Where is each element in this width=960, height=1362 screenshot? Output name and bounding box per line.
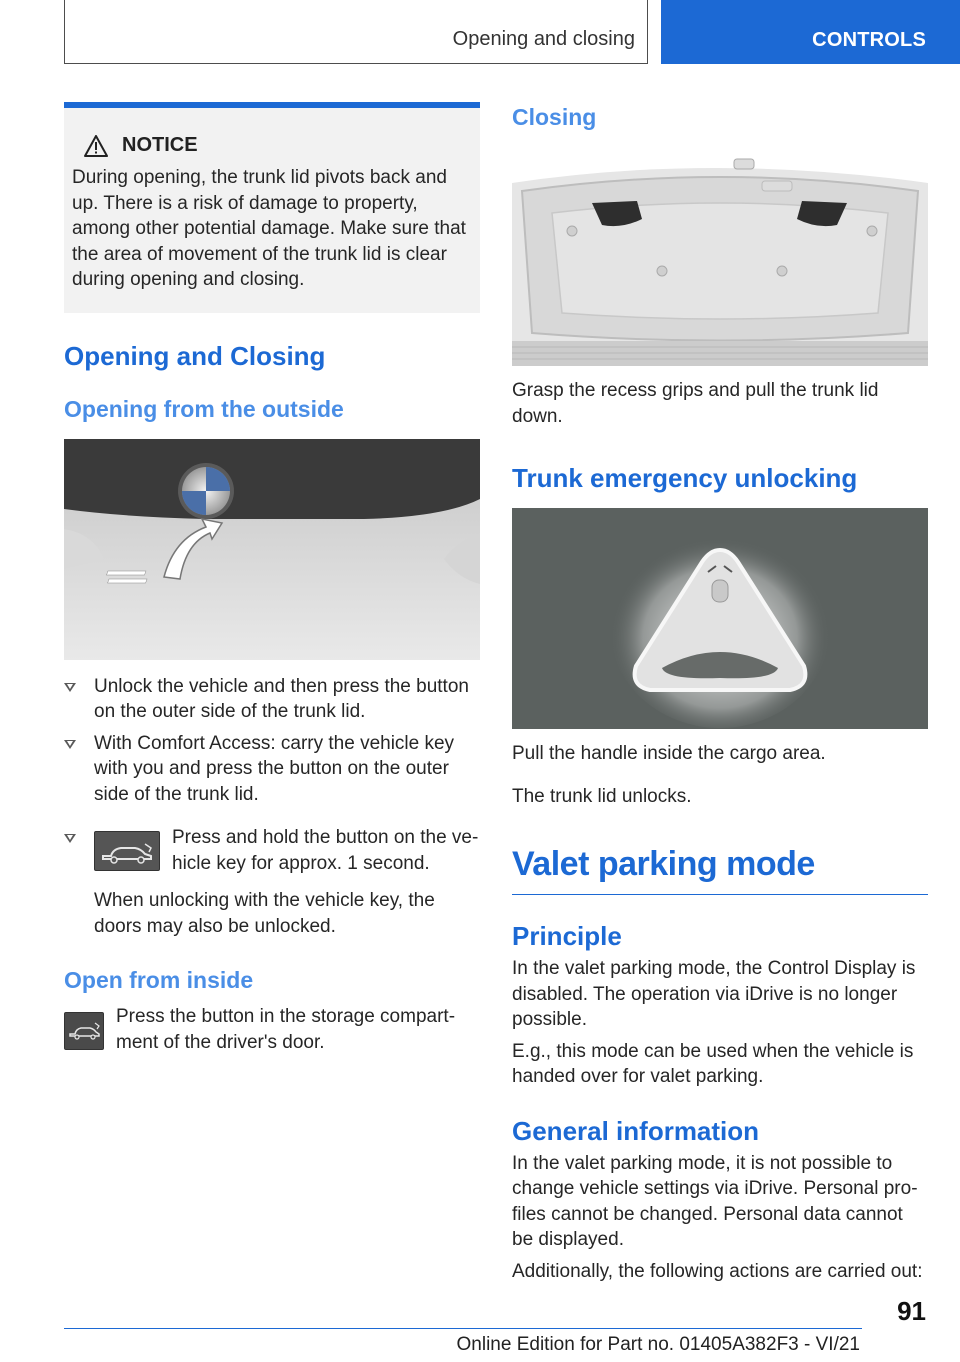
- emergency-handle-image: [512, 508, 928, 729]
- footer-edition: [0, 1334, 860, 1356]
- bullet-triangle-icon: [64, 683, 76, 692]
- emergency-text-2: The trunk lid unlocks.: [512, 785, 692, 807]
- header-section-box: [64, 0, 648, 64]
- list-item: [64, 674, 480, 725]
- principle-heading: Principle: [512, 921, 622, 951]
- header-chapter-tab[interactable]: [661, 0, 960, 64]
- valet-divider: [512, 894, 928, 895]
- principle-text-2: E.g., this mode can be used when the vehicle is handed over for valet parking.: [512, 1040, 914, 1087]
- list-item: [64, 731, 480, 808]
- page-number: 91: [897, 1296, 926, 1326]
- bullet-text: With Comfort Access: carry the vehicle key with you and press the button on the outer side of the trunk lid.: [94, 732, 455, 805]
- notice-title: NOTICE: [122, 134, 198, 156]
- open-inside-text: Press the button in the storage compartment of the driver's door.: [116, 1006, 456, 1053]
- footer-divider: [64, 1328, 862, 1329]
- bullet-triangle-icon: [64, 740, 76, 749]
- header-section-title: Opening and closing: [452, 28, 635, 50]
- trunk-lid-image: [512, 153, 928, 366]
- left-column: [64, 102, 480, 1055]
- door-trunk-button-icon: [64, 1012, 104, 1050]
- general-info-heading: General information: [512, 1115, 760, 1146]
- trunk-button-illustration: [64, 439, 480, 660]
- notice-text: During opening, the trunk lid pivots back and up. There is a risk of damage to property, among other potential damage. Make sure that the area of movement of the trunk lid is clear during opening and closing.: [72, 167, 466, 290]
- closing-heading: Closing: [512, 104, 597, 130]
- open-inside-row: [64, 1004, 480, 1055]
- bullet-triangle-icon: [64, 834, 76, 843]
- emergency-text-1: Pull the handle inside the cargo area.: [512, 743, 826, 764]
- opening-closing-heading: Opening and Closing: [64, 340, 326, 371]
- trunk-button-image: [64, 439, 480, 660]
- key-note-text: When unlocking with the vehicle key, the doors may also be unlocked.: [94, 890, 435, 937]
- warning-triangle-icon: [84, 135, 108, 157]
- general-info-text-1: In the valet parking mode, it is not possible to change vehicle settings via iDrive. Personal profiles cannot be changed. Personal data cannot be displayed.: [512, 1152, 918, 1250]
- header-chapter-label: CONTROLS: [812, 29, 926, 51]
- list-item: [64, 825, 480, 939]
- emergency-heading: Trunk emergency unlocking: [512, 463, 858, 493]
- notice-header: [84, 134, 468, 157]
- closing-text: Grasp the recess grips and pull the trunk lid down.: [512, 380, 879, 427]
- valet-heading: Valet parking mode: [512, 845, 815, 883]
- principle-text-1: In the valet parking mode, the Control Display is disabled. The operation via iDrive is no longer possible.: [512, 958, 916, 1030]
- bullet-text: Press and hold the button on the vehicle key for approx. 1 second.: [172, 827, 479, 874]
- notice-box: [64, 102, 480, 313]
- bullet-text: Unlock the vehicle and then press the button on the outer side of the trunk lid.: [94, 675, 469, 722]
- opening-outside-heading: Opening from the outside: [64, 395, 344, 422]
- open-inside-heading: Open from inside: [64, 967, 254, 993]
- opening-bullets: [64, 674, 480, 940]
- trunk-lid-illustration: [512, 153, 928, 366]
- key-trunk-button-icon: [94, 831, 160, 871]
- footer-edition-text: Online Edition for Part no. 01405A382F3 - VI/21: [456, 1334, 860, 1355]
- general-info-text-2: Additionally, the following actions are carried out:: [512, 1260, 923, 1282]
- right-column: [512, 102, 928, 1284]
- emergency-handle-illustration: [512, 508, 928, 729]
